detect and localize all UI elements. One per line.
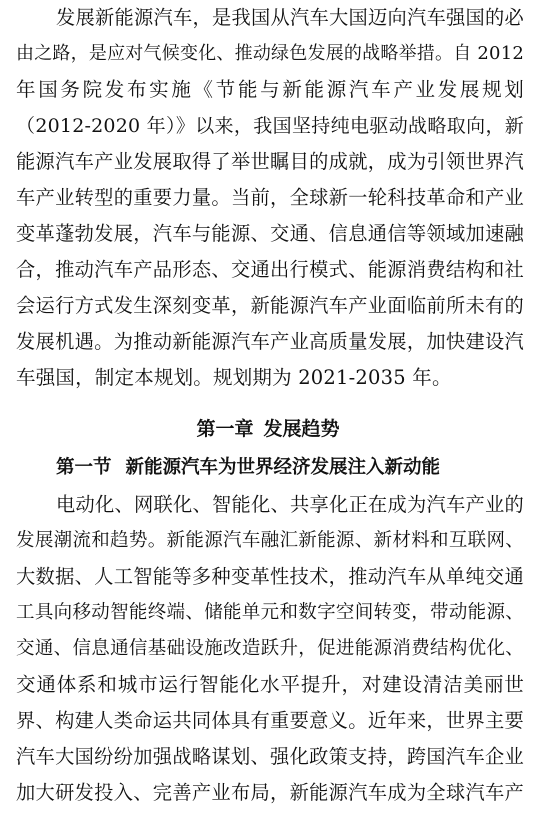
chapter-heading [0, 413, 536, 445]
paragraph-2-line-7: 界、构建人类命运共同体具有重要意义。近年来，世界主要 [16, 709, 524, 732]
paragraph-1-line-10: 发展机遇。为推动新能源汽车产业高质量发展，加快建设汽 [16, 330, 524, 353]
paragraph-1-line-11: 车强国，制定本规划。规划期为 2021-2035 年。 [16, 366, 452, 389]
paragraph-2-line-1: 电动化、网联化、智能化、共享化正在成为汽车产业的 [56, 493, 524, 516]
section-heading [56, 452, 524, 484]
paragraph-1-line-3: 年国务院发布实施《节能与新能源汽车产业发展规划 [16, 78, 524, 101]
paragraph-1-line-6: 车产业转型的重要力量。当前，全球新一轮科技革命和产业 [16, 186, 524, 209]
chapter-title: 发展趋势 [263, 418, 340, 440]
paragraph-2-line-3: 大数据、人工智能等多种变革性技术，推动汽车从单纯交通 [16, 565, 524, 588]
section-number: 第一节 [56, 457, 112, 478]
paragraph-2-line-8: 汽车大国纷纷加强战略谋划、强化政策支持，跨国汽车企业 [16, 745, 524, 768]
paragraph-1-line-8: 合，推动汽车产品形态、交通出行模式、能源消费结构和社 [16, 258, 524, 281]
paragraph-1-line-7: 变革蓬勃发展，汽车与能源、交通、信息通信等领域加速融 [16, 222, 524, 245]
chapter-number: 第一章 [196, 418, 254, 440]
paragraph-1-line-1: 发展新能源汽车，是我国从汽车大国迈向汽车强国的必 [56, 6, 524, 29]
paragraph-1-line-2: 由之路，是应对气候变化、推动绿色发展的战略举措。自 2012 [16, 43, 524, 64]
paragraph-2-line-6: 交通体系和城市运行智能化水平提升，对建设清洁美丽世 [16, 673, 524, 696]
paragraph-1-line-5: 能源汽车产业发展取得了举世瞩目的成就，成为引领世界汽 [16, 150, 524, 173]
paragraph-2-line-2: 发展潮流和趋势。新能源汽车融汇新能源、新材料和互联网、 [16, 530, 524, 551]
paragraph-2-line-5: 交通、信息通信基础设施改造跃升，促进能源消费结构优化、 [16, 638, 524, 659]
paragraph-2-line-4: 工具向移动智能终端、储能单元和数字空间转变，带动能源、 [16, 602, 524, 623]
paragraph-1-line-9: 会运行方式发生深刻变革，新能源汽车产业面临前所未有的 [16, 294, 524, 317]
paragraph-2-line-9: 加大研发投入、完善产业布局，新能源汽车成为全球汽车产 [16, 781, 524, 804]
section-title: 新能源汽车为世界经济发展注入新动能 [125, 457, 441, 478]
paragraph-1-line-4: （2012-2020 年）》以来，我国坚持纯电驱动战略取向，新 [16, 115, 524, 137]
